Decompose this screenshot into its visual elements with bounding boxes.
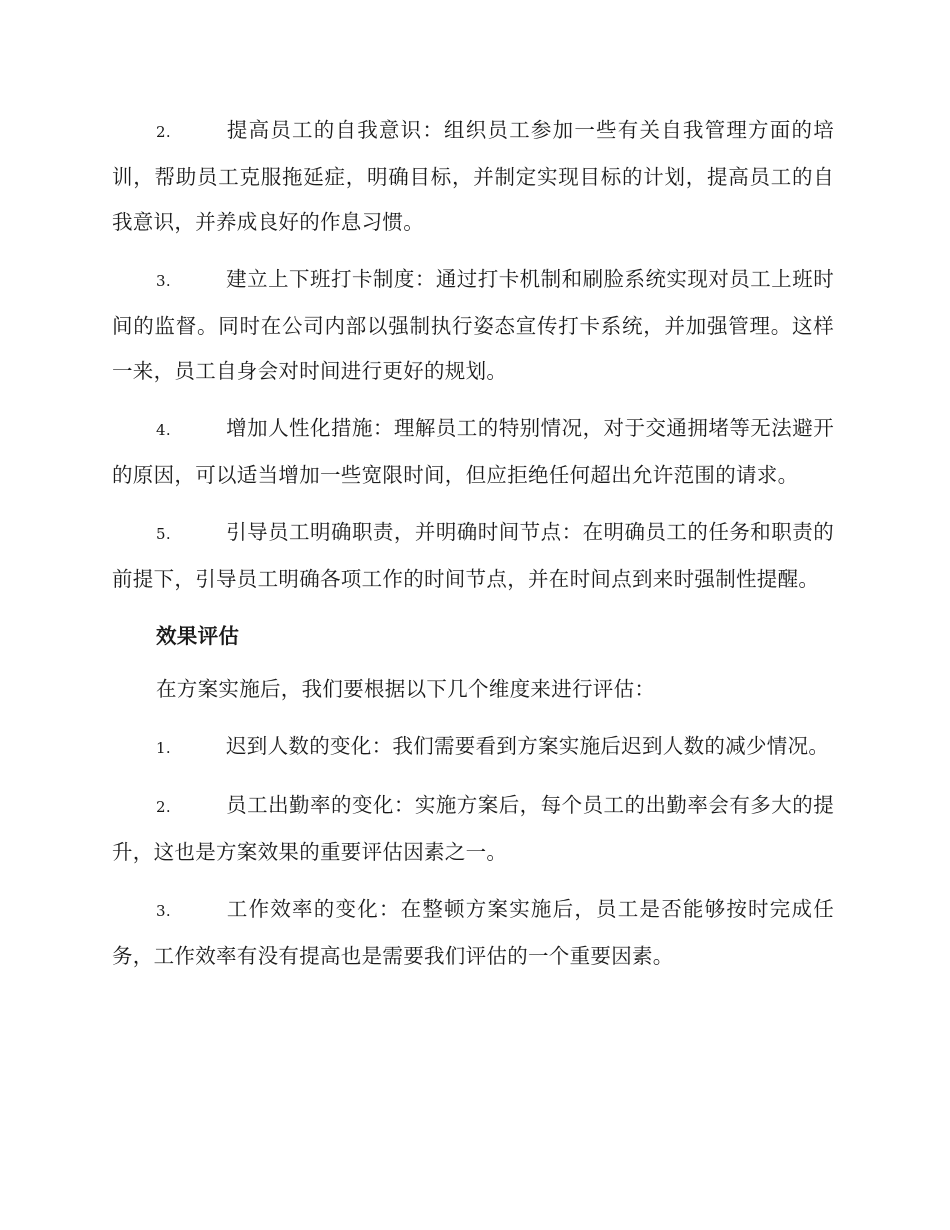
list-number: 4. — [156, 421, 171, 439]
list-item — [112, 887, 834, 979]
list-text: 员工出勤率的变化：实施方案后，每个员工的出勤率会有多大的提升，这也是方案效果的重要评估因素之一。 — [112, 793, 834, 864]
list-item — [112, 724, 834, 771]
list-number: 1. — [156, 739, 171, 757]
section-heading: 效果评估 — [156, 624, 240, 648]
list-number: 2. — [156, 123, 171, 141]
list-item — [112, 783, 834, 875]
list-item — [112, 406, 834, 498]
list-number: 2. — [156, 798, 171, 816]
list-number: 3. — [156, 902, 171, 920]
list-text: 提高员工的自我意识：组织员工参加一些有关自我管理方面的培训，帮助员工克服拖延症，明确目标，并制定实现目标的计划，提高员工的自我意识，并养成良好的作息习惯。 — [112, 118, 834, 234]
list-text: 增加人性化措施：理解员工的特别情况，对于交通拥堵等无法避开的原因，可以适当增加一些宽限时间，但应拒绝任何超出允许范围的请求。 — [112, 416, 834, 487]
intro-paragraph: 在方案实施后，我们要根据以下几个维度来进行评估： — [156, 677, 656, 701]
document-body — [112, 108, 834, 991]
list-text: 迟到人数的变化：我们需要看到方案实施后迟到人数的减少情况。 — [226, 734, 830, 758]
list-number: 3. — [156, 272, 171, 290]
list-text: 引导员工明确职责，并明确时间节点：在明确员工的任务和职责的前提下，引导员工明确各项工作的时间节点，并在时间点到来时强制性提醒。 — [112, 520, 834, 591]
list-text: 建立上下班打卡制度：通过打卡机制和刷脸系统实现对员工上班时间的监督。同时在公司内部以强制执行姿态宣传打卡系统，并加强管理。这样一来，员工自身会对时间进行更好的规划。 — [112, 267, 834, 383]
list-item — [112, 510, 834, 602]
list-number: 5. — [156, 525, 171, 543]
list-item — [112, 108, 834, 245]
list-text: 工作效率的变化：在整顿方案实施后，员工是否能够按时完成任务，工作效率有没有提高也是需要我们评估的一个重要因素。 — [112, 897, 834, 968]
list-item — [112, 257, 834, 394]
